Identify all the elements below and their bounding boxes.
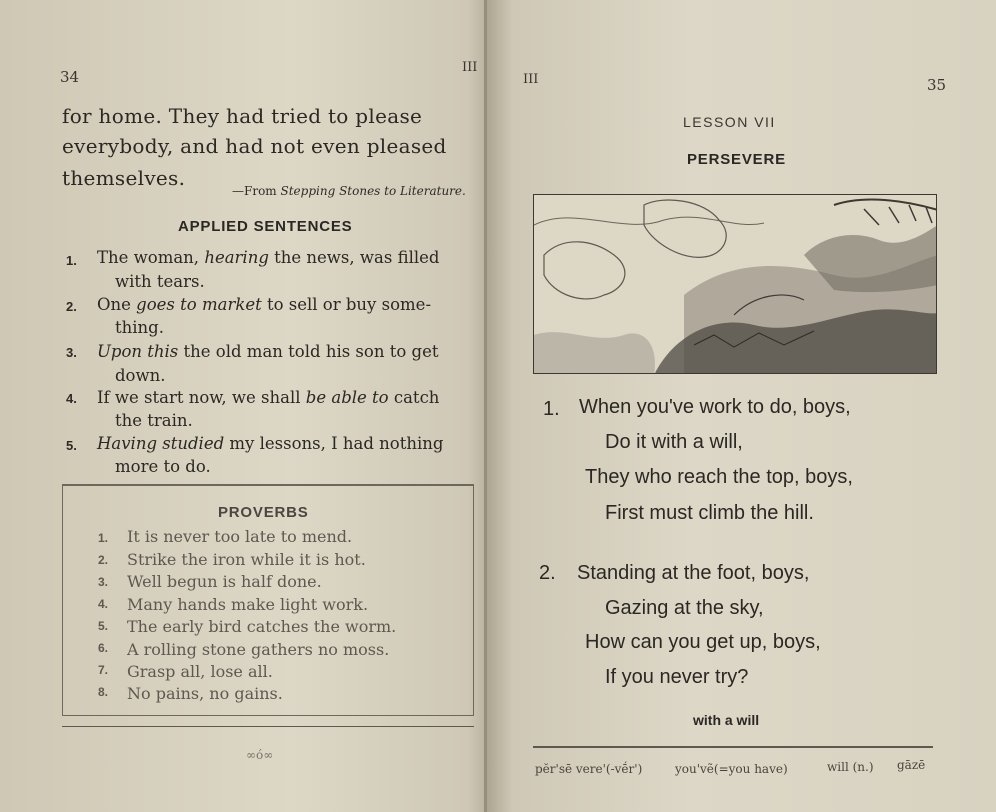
sentence-line: more to do. bbox=[115, 457, 211, 476]
proverb-number: 4. bbox=[98, 597, 109, 611]
proverb-number: 8. bbox=[98, 685, 109, 699]
sentence-number: 4. bbox=[66, 391, 77, 406]
poem-line: First must climb the hill. bbox=[605, 502, 814, 524]
proverb-text: No pains, no gains. bbox=[127, 684, 283, 703]
vocab-item: you'vẽ(=you have) bbox=[675, 762, 788, 776]
poem-line: They who reach the top, boys, bbox=[585, 466, 853, 488]
proverb-text: Well begun is half done. bbox=[127, 572, 322, 591]
sentence-line: Upon this the old man told his son to get bbox=[97, 342, 439, 361]
vocab-item: will (n.) bbox=[827, 760, 874, 774]
passage-line: for home. They had tried to please bbox=[62, 104, 423, 128]
poem-line: Standing at the foot, boys, bbox=[577, 562, 810, 584]
poem-line: Do it with a will, bbox=[605, 431, 743, 453]
proverb-text: A rolling stone gathers no moss. bbox=[127, 640, 390, 659]
proverb-number: 7. bbox=[98, 663, 109, 677]
sentence-line: The woman, hearing the news, was filled bbox=[97, 248, 440, 267]
proverb-number: 2. bbox=[98, 553, 109, 567]
chapter-mark: III bbox=[523, 72, 539, 87]
sentence-number: 1. bbox=[66, 253, 77, 268]
stanza-number: 2. bbox=[539, 562, 556, 584]
left-page bbox=[0, 0, 487, 812]
proverb-text: Grasp all, lose all. bbox=[127, 662, 273, 681]
sentence-line: One goes to market to sell or buy some- bbox=[97, 295, 432, 314]
proverb-number: 6. bbox=[98, 641, 109, 655]
sentence-line: with tears. bbox=[115, 272, 205, 291]
proverb-text: The early bird catches the worm. bbox=[127, 617, 397, 636]
chapter-mark: III bbox=[462, 60, 478, 75]
source-prefix: —From bbox=[232, 184, 277, 198]
proverb-text: It is never too late to mend. bbox=[127, 527, 353, 546]
sentence-number: 5. bbox=[66, 438, 77, 453]
poem-line: When you've work to do, boys, bbox=[579, 396, 851, 418]
page-number: 34 bbox=[60, 68, 80, 86]
sentence-line: If we start now, we shall be able to catch bbox=[97, 388, 440, 407]
vocab-divider bbox=[533, 746, 933, 748]
proverbs-heading: PROVERBS bbox=[218, 504, 309, 521]
sentence-line: the train. bbox=[115, 411, 193, 430]
lesson-label: LESSON VII bbox=[683, 114, 776, 130]
passage-line: everybody, and had not even pleased bbox=[62, 134, 447, 158]
right-page bbox=[487, 0, 996, 812]
footer-mark: ∞ó∞ bbox=[246, 748, 274, 762]
sentence-line: thing. bbox=[115, 318, 164, 337]
vocab-item: pĕr'sē vere'(-vḗr') bbox=[535, 762, 643, 776]
vocab-item: gāzē bbox=[897, 758, 926, 772]
page-number: 35 bbox=[927, 76, 947, 94]
sentence-line: Having studied my lessons, I had nothing bbox=[97, 434, 444, 453]
sentence-number: 2. bbox=[66, 299, 77, 314]
applied-sentences-heading: APPLIED SENTENCES bbox=[178, 218, 353, 235]
proverb-text: Many hands make light work. bbox=[127, 595, 369, 614]
landscape-engraving bbox=[534, 195, 937, 374]
phrase-note: with a will bbox=[693, 712, 760, 728]
mountain-illustration bbox=[533, 194, 937, 374]
proverb-number: 1. bbox=[98, 531, 109, 545]
proverb-number: 5. bbox=[98, 619, 109, 633]
stanza-number: 1. bbox=[543, 398, 560, 420]
source-citation bbox=[232, 184, 466, 198]
proverb-number: 3. bbox=[98, 575, 109, 589]
proverb-text: Strike the iron while it is hot. bbox=[127, 550, 366, 569]
lesson-title: PERSEVERE bbox=[687, 151, 786, 168]
poem-line: If you never try? bbox=[605, 666, 749, 688]
poem-line: How can you get up, boys, bbox=[585, 631, 821, 653]
passage-line: themselves. bbox=[62, 166, 186, 190]
sentence-number: 3. bbox=[66, 345, 77, 360]
sentence-line: down. bbox=[115, 366, 166, 385]
source-title: Stepping Stones to Literature. bbox=[280, 184, 466, 198]
poem-line: Gazing at the sky, bbox=[605, 597, 764, 619]
divider bbox=[62, 726, 474, 727]
